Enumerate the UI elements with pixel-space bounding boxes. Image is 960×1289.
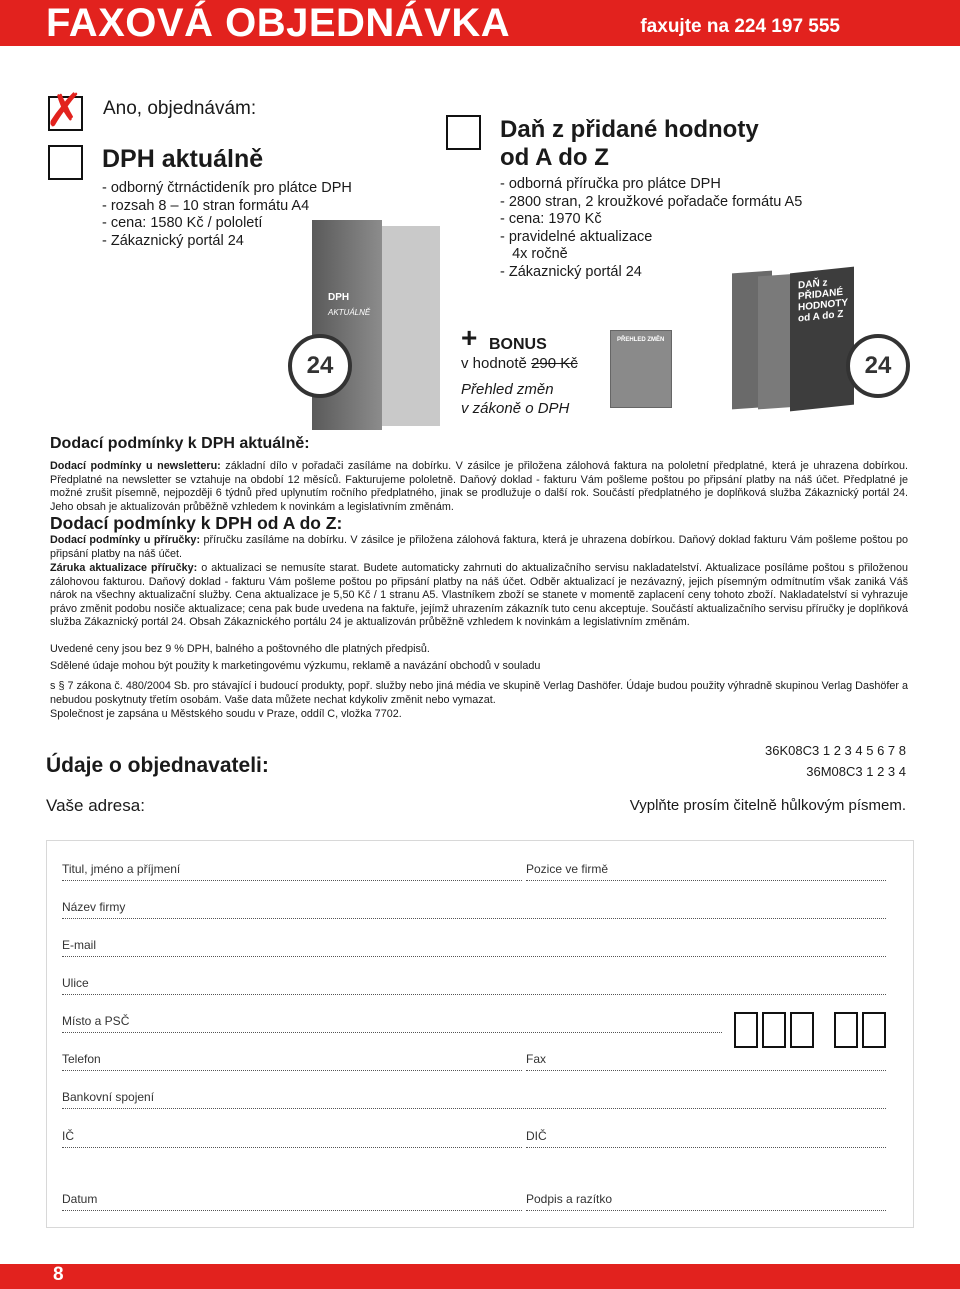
postal-code-box[interactable] [762, 1012, 786, 1048]
phone-field[interactable] [62, 1070, 522, 1071]
fax-number: faxujte na 224 197 555 [640, 16, 840, 37]
name-field[interactable] [62, 880, 522, 881]
date-label: Datum [62, 1192, 98, 1206]
bank-field[interactable] [62, 1108, 886, 1109]
dic-label: DIČ [526, 1129, 547, 1143]
ic-label: IČ [62, 1129, 74, 1143]
product2-title: Daň z přidané hodnoty od A do Z [500, 116, 759, 171]
product2-features [500, 176, 802, 281]
order-codes: 36K08C3 1 2 3 4 5 6 7 8 36M08C3 1 2 3 4 [765, 743, 906, 779]
street-label: Ulice [62, 976, 89, 990]
bonus-book-image: PŘEHLED ZMĚN [610, 330, 672, 408]
company-label: Název firmy [62, 900, 126, 914]
dph-a-z-checkbox[interactable] [446, 115, 481, 150]
feature-item: - Zákaznický portál 24 [102, 232, 244, 249]
feature-item: 4x ročně [500, 246, 568, 262]
feature-item: - odborná příručka pro plátce DPH [500, 176, 721, 192]
date-field[interactable] [62, 1210, 522, 1211]
street-field[interactable] [62, 994, 886, 995]
feature-item: - rozsah 8 – 10 stran formátu A4 [102, 197, 310, 214]
terms1-text: Dodací podmínky u newsletteru: základní dílo v pořadači zasíláme na dobírku. V zásilce je přiložena zálohová faktura na pololetní předplatné, která je uhrazena dobírkou. Předplatné na newsletter se vztahuje na období 12 měsíců. Fakturujeme pololetně. Daňový doklad - fakturu Vám pošleme poštou po připsání platby na náš účet. Předplatné je možné zrušit písemně, nejpozději 6 týdnů před uplynutím ročního předplatného, jinak se prodlužuje o další rok. Součástí předplatného je doplňková služba Zákaznický portál 24. Jeho obsah je aktualizován průběžně vzhledem k novinkám a legislativním změnám. [50, 460, 908, 513]
x-check-icon: ✗ [45, 83, 84, 137]
product1-cover-image: DPH AKTUÁLNĚ [312, 220, 382, 430]
terms2-p3: Uvedené ceny jsou bez 9 % DPH, balného a poštovného dle platných předpisů. [50, 643, 430, 655]
position-label: Pozice ve firmě [526, 862, 609, 876]
signature-label: Podpis a razítko [526, 1192, 613, 1206]
feature-item: - 2800 stran, 2 kroužkové pořadače formátu A5 [500, 193, 803, 210]
page-number: 8 [53, 1264, 64, 1285]
bonus-label: BONUS [489, 336, 547, 353]
feature-item: - cena: 1580 Kč / pololetí [102, 215, 263, 231]
bonus-value: v hodnotě 290 Kč [461, 355, 578, 372]
terms2-heading: Dodací podmínky k DPH od A do Z: [50, 513, 343, 533]
city-field[interactable] [62, 1032, 722, 1033]
terms2-p1: Dodací podmínky u příručky: příručku zasíláme na dobírku. V zásilce je přiložena zálohová faktura, která je uhrazena dobírkou. Daňový doklad fakturu Vám pošleme poštou po připsání platby na náš účet. [50, 534, 908, 560]
product1-title: DPH aktuálně [102, 145, 264, 173]
dph-aktualne-checkbox[interactable] [48, 145, 83, 180]
address-label: Vaše adresa: [46, 796, 145, 815]
bank-label: Bankovní spojení [62, 1090, 155, 1104]
terms2-p5: s § 7 zákona č. 480/2004 Sb. pro stávající i budoucí produkty, popř. služby nebo jiná média ve skupině Verlag Dashöfer. Údaje budou použity výhradně skupinou Verlag Dashöfer a nebudou poskytnuty třetím osobám. Vaše data můžete nechat kdykoliv změnit nebo vymazat. [50, 680, 908, 706]
ic-field[interactable] [62, 1147, 522, 1148]
terms2-p6: Společnost je zapsána u Městského soudu v Praze, oddíl C, vložka 7702. [50, 708, 402, 720]
company-field[interactable] [62, 918, 886, 919]
email-label: E-mail [62, 938, 97, 952]
product1-binder-image [380, 226, 440, 426]
position-field[interactable] [526, 880, 886, 881]
feature-item: - pravidelné aktualizace [500, 228, 653, 245]
fax-label: Fax [526, 1052, 547, 1066]
city-label: Místo a PSČ [62, 1014, 130, 1028]
footer-bar [0, 1264, 960, 1289]
postal-code-box[interactable] [834, 1012, 858, 1048]
postal-code-box[interactable] [734, 1012, 758, 1048]
phone-label: Telefon [62, 1052, 101, 1066]
postal-code-box[interactable] [790, 1012, 814, 1048]
fax-field[interactable] [526, 1070, 886, 1071]
dic-field[interactable] [526, 1147, 886, 1148]
postal-code-box[interactable] [862, 1012, 886, 1048]
feature-item: - Zákaznický portál 24 [500, 263, 642, 280]
feature-item: - cena: 1970 Kč [500, 211, 602, 227]
portal24-badge-icon: 24 [288, 334, 352, 398]
header-bar [0, 0, 960, 46]
customer-heading: Údaje o objednavateli: [46, 754, 269, 777]
portal24-badge-icon: 24 [846, 334, 910, 398]
terms2-p4: Sdělené údaje mohou být použity k marketingovému výzkumu, reklamě a navázání obchodů v souladu [50, 660, 541, 672]
email-field[interactable] [62, 956, 886, 957]
order-intro: Ano, objednávám: [103, 98, 257, 119]
fill-instructions: Vyplňte prosím čitelně hůlkovým písmem. [629, 797, 906, 814]
terms2-p2: Záruka aktualizace příručky: o aktualizaci se nemusíte starat. Budete automaticky zahrnuti do aktualizačního servisu nakladatelství. Aktualizace posíláme poštou s přiloženou zálohovou fakturou. Daňový doklad - fakturu Vám pošleme poštou po připsání platby na náš účet. Odběr aktualizací je nezávazný, jejich písemným odmítnutím však zaniká Váš nárok na všechny aktualizační služby. Cena aktualizace je 5,50 Kč / 1 stranu A5. Vlastníkem zboží se stanete v momentě zaplacení ceny tohoto zboží. Nakladatelství si vyhrazuje právo změnit podobu nosiče aktualizace; cena pak bude uvedena na faktuře, jejímž uhrazením zákazník tuto cenu akceptuje. Součástí aktualizačního servisu příručky je doplňková služba Zákaznický portál 24. Obsah Zákaznického portálu 24 je aktualizován průběžně vzhledem k novinkám a legislativním změnám. [50, 562, 908, 629]
feature-item: - odborný čtrnáctideník pro plátce DPH [102, 180, 352, 196]
terms1-heading: Dodací podmínky k DPH aktuálně: [50, 435, 310, 452]
signature-field[interactable] [526, 1210, 886, 1211]
bonus-title: Přehled změn v zákoně o DPH [461, 381, 570, 417]
product2-cover-image: DAŇ z PŘIDANÉ HODNOTY od A do Z [790, 267, 854, 412]
page-title: FAXOVÁ OBJEDNÁVKA [46, 1, 511, 45]
name-label: Titul, jméno a příjmení [62, 862, 181, 876]
plus-icon: + [461, 322, 478, 353]
